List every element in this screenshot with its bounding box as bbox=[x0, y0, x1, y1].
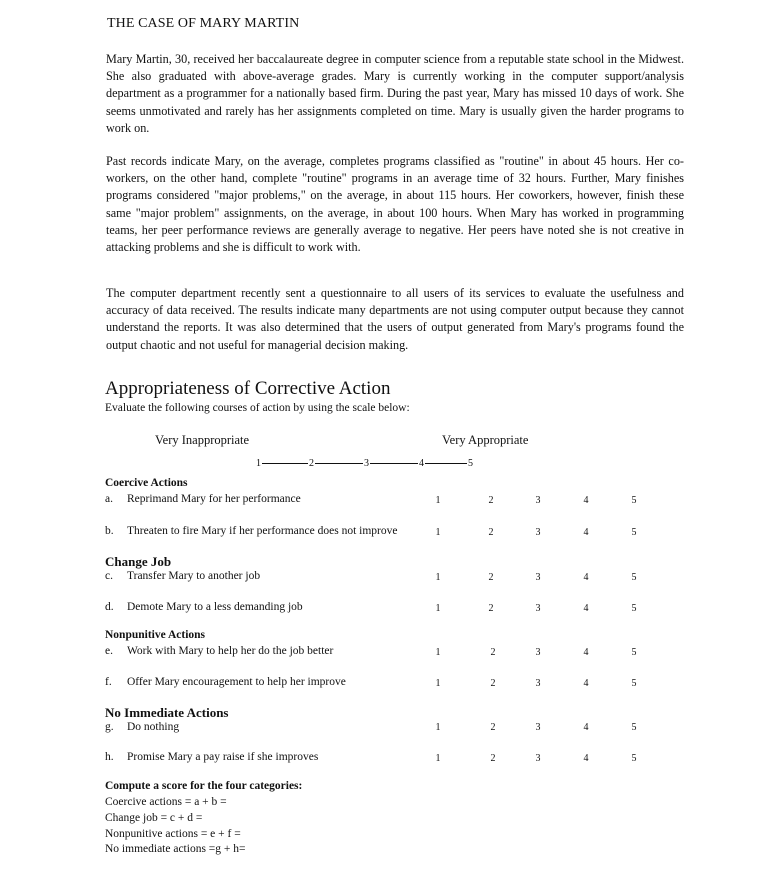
case-paragraph-questionnaire: The computer department recently sent a questionnaire to all users of its services to evaluate the usefulness and accuracy of data received. The results indicate many departments are not using computer output because they cannot understand the reports. It was also determined that the users of output generated from Mary's programs found the output chaotic and not useful for managerial decision making. bbox=[106, 286, 684, 352]
rating-option[interactable]: 3 bbox=[535, 647, 541, 658]
rating-option[interactable]: 1 bbox=[435, 527, 441, 538]
item-letter: h. bbox=[105, 751, 114, 763]
rating-option[interactable]: 4 bbox=[583, 722, 589, 733]
item-letter: c. bbox=[105, 570, 113, 582]
rating-option[interactable]: 2 bbox=[488, 603, 494, 614]
rating-option[interactable]: 3 bbox=[535, 603, 541, 614]
rating-option[interactable]: 1 bbox=[435, 722, 441, 733]
scale-point: 3 bbox=[364, 458, 369, 470]
rating-option[interactable]: 3 bbox=[535, 572, 541, 583]
rating-option[interactable]: 3 bbox=[535, 722, 541, 733]
category-change-job: Change Job bbox=[105, 554, 172, 569]
rating-option[interactable]: 3 bbox=[535, 753, 541, 764]
rating-option[interactable]: 1 bbox=[435, 647, 441, 658]
rating-option[interactable]: 4 bbox=[583, 603, 589, 614]
rating-option[interactable]: 5 bbox=[631, 678, 637, 689]
rating-option[interactable]: 4 bbox=[583, 753, 589, 764]
action-item bbox=[105, 751, 318, 763]
scale-point: 5 bbox=[468, 458, 473, 470]
rating-option[interactable]: 4 bbox=[583, 572, 589, 583]
rating-option[interactable]: 2 bbox=[490, 678, 496, 689]
case-paragraph-background: Mary Martin, 30, received her baccalaureate degree in computer science from a reputable state school in the Midwest. She also graduated with above-average grades. Mary is currently working in the computer support/analysis department as a programmer for a nationally based firm. During the past year, Mary has missed 10 days of work. She seems unmotivated and rarely has her assignments completed on time. Mary is usually given the harder programs to work on. bbox=[106, 52, 684, 135]
case-title: THE CASE OF MARY MARTIN bbox=[107, 16, 300, 31]
rating-option[interactable]: 5 bbox=[631, 572, 637, 583]
rating-option[interactable]: 5 bbox=[631, 495, 637, 506]
item-letter: e. bbox=[105, 645, 113, 657]
item-letter: a. bbox=[105, 493, 113, 505]
rating-option[interactable]: 1 bbox=[435, 678, 441, 689]
rating-option[interactable]: 3 bbox=[535, 495, 541, 506]
item-text: Promise Mary a pay raise if she improves bbox=[127, 751, 319, 763]
rating-option[interactable]: 2 bbox=[490, 753, 496, 764]
item-letter: g. bbox=[105, 721, 114, 733]
scale-label-high: Very Appropriate bbox=[442, 433, 529, 447]
rating-option[interactable]: 5 bbox=[631, 722, 637, 733]
score-change-job: Change job = c + d = bbox=[105, 812, 203, 824]
scale-label-low: Very Inappropriate bbox=[155, 433, 250, 447]
action-item bbox=[105, 601, 303, 613]
rating-option[interactable]: 3 bbox=[535, 527, 541, 538]
rating-option[interactable]: 2 bbox=[490, 722, 496, 733]
rating-option[interactable]: 5 bbox=[631, 753, 637, 764]
rating-option[interactable]: 1 bbox=[435, 495, 441, 506]
item-text: Transfer Mary to another job bbox=[127, 570, 261, 582]
rating-option[interactable]: 5 bbox=[631, 603, 637, 614]
instructions: Evaluate the following courses of action by using the scale below: bbox=[105, 402, 410, 414]
scale-point: 1 bbox=[256, 458, 261, 470]
category-nonpunitive: Nonpunitive Actions bbox=[105, 629, 206, 641]
rating-option[interactable]: 2 bbox=[488, 495, 494, 506]
item-text: Demote Mary to a less demanding job bbox=[127, 601, 303, 613]
category-coercive: Coercive Actions bbox=[105, 477, 188, 489]
rating-option[interactable]: 5 bbox=[631, 527, 637, 538]
rating-option[interactable]: 4 bbox=[583, 647, 589, 658]
rating-option[interactable]: 4 bbox=[583, 678, 589, 689]
action-item bbox=[105, 570, 260, 582]
rating-option[interactable]: 1 bbox=[435, 603, 441, 614]
item-text: Reprimand Mary for her performance bbox=[127, 493, 301, 505]
scale-point: 4 bbox=[419, 458, 424, 470]
case-paragraph-performance: Past records indicate Mary, on the average, completes programs classified as "routine" in about 45 hours. Her co-workers, on the other hand, complete "routine" programs in an average time of 32 hours. Further, Mary finishes programs considered "major problems," on the average, in about 115 hours. Her coworkers, however, finish these same "major problem" assignments, on the average, in about 100 hours. When Mary has worked in programming teams, her peer performance reviews are generally average to negative. Her peers have noted she is not creative in attacking problems and she is difficult to work with. bbox=[106, 154, 684, 255]
section-heading: Appropriateness of Corrective Action bbox=[105, 378, 391, 399]
rating-option[interactable]: 5 bbox=[631, 647, 637, 658]
rating-option[interactable]: 2 bbox=[488, 572, 494, 583]
action-item bbox=[105, 525, 397, 537]
scale-point: 2 bbox=[309, 458, 314, 470]
item-text: Work with Mary to help her do the job better bbox=[127, 645, 334, 657]
action-item bbox=[105, 493, 301, 505]
rating-option[interactable]: 2 bbox=[490, 647, 496, 658]
action-item bbox=[105, 721, 179, 733]
action-item bbox=[105, 645, 333, 657]
item-text: Do nothing bbox=[127, 721, 180, 733]
rating-option[interactable]: 1 bbox=[435, 753, 441, 764]
item-letter: f. bbox=[105, 676, 112, 688]
rating-scale bbox=[255, 458, 474, 469]
score-nonpunitive: Nonpunitive actions = e + f = bbox=[105, 828, 241, 840]
action-item bbox=[105, 676, 346, 688]
scoring-heading: Compute a score for the four categories: bbox=[105, 780, 303, 792]
rating-option[interactable]: 1 bbox=[435, 572, 441, 583]
item-letter: b. bbox=[105, 525, 114, 537]
item-text: Threaten to fire Mary if her performance does not improve bbox=[127, 525, 398, 537]
category-no-immediate: No Immediate Actions bbox=[105, 705, 229, 720]
rating-option[interactable]: 4 bbox=[583, 495, 589, 506]
item-letter: d. bbox=[105, 601, 114, 613]
score-no-immediate: No immediate actions =g + h= bbox=[105, 843, 246, 855]
item-text: Offer Mary encouragement to help her improve bbox=[127, 676, 346, 688]
score-coercive: Coercive actions = a + b = bbox=[105, 796, 227, 808]
rating-option[interactable]: 4 bbox=[583, 527, 589, 538]
rating-option[interactable]: 3 bbox=[535, 678, 541, 689]
rating-option[interactable]: 2 bbox=[488, 527, 494, 538]
